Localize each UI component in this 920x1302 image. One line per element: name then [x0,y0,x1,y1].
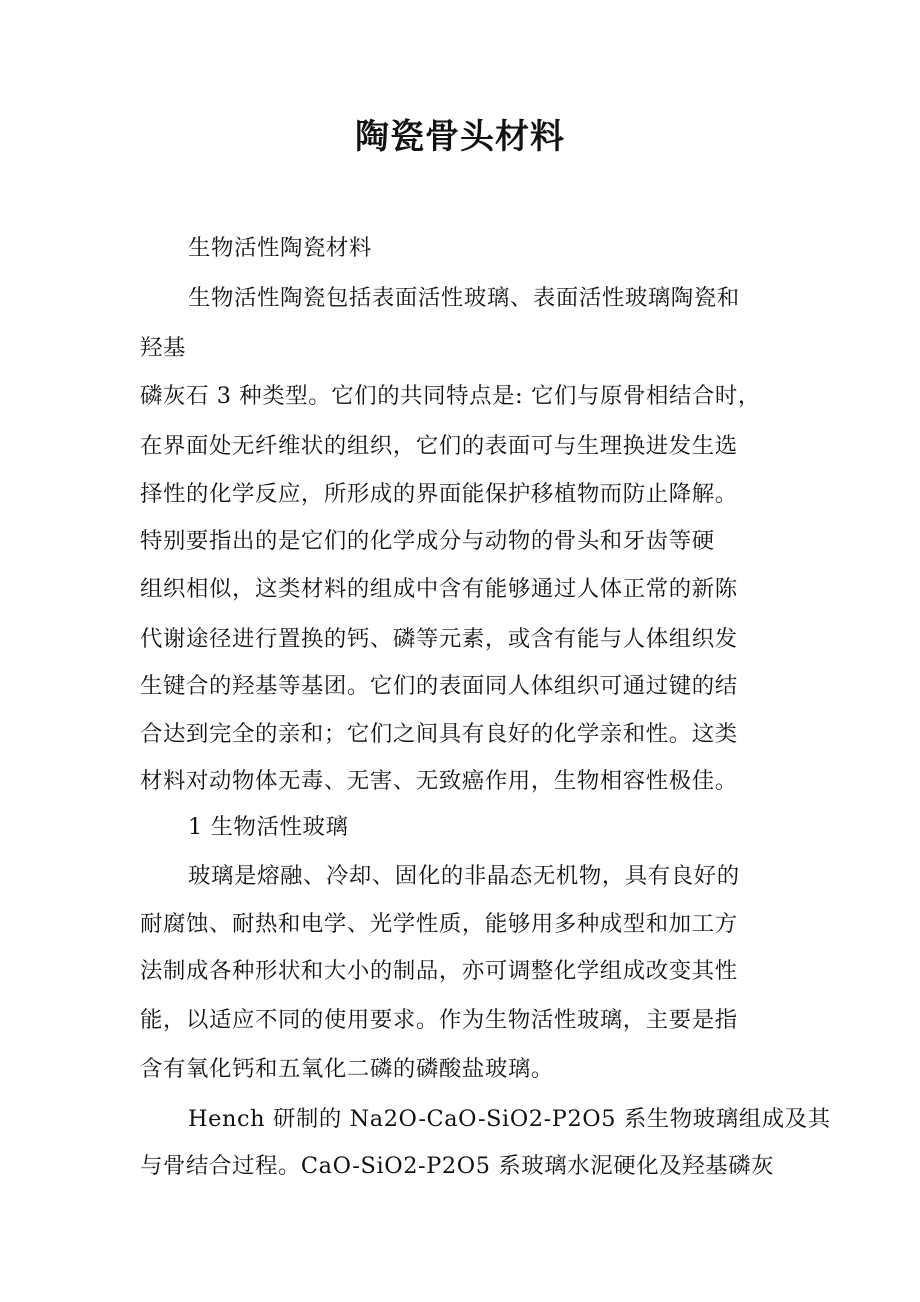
section-heading: 生物活性陶瓷材料 [188,235,372,261]
paragraph-line: 磷灰石 3 种类型。它们的共同特点是: 它们与原骨相结合时， [140,383,761,409]
paragraph-line: 合达到完全的亲和；它们之间具有良好的化学亲和性。这类 [140,721,738,747]
paragraph-line: 组织相似，这类材料的组成中含有能够通过人体正常的新陈 [140,576,738,602]
paragraph-line: 能，以适应不同的使用要求。作为生物活性玻璃，主要是指 [140,1007,738,1033]
section-heading: 1 生物活性玻璃 [188,814,349,840]
paragraph-line: 特别要指出的是它们的化学成分与动物的骨头和牙齿等硬 [140,528,715,554]
paragraph-line: 代谢途径进行置换的钙、磷等元素，或含有能与人体组织发 [140,626,738,652]
document-title: 陶瓷骨头材料 [355,117,565,157]
paragraph-line: 耐腐蚀、耐热和电学、光学性质，能够用多种成型和加工方 [140,911,738,937]
paragraph-line: 生物活性陶瓷包括表面活性玻璃、表面活性玻璃陶瓷和 [188,285,740,311]
paragraph-line: 生键合的羟基等基团。它们的表面同人体组织可通过键的结 [140,673,738,699]
paragraph-line: 与骨结合过程。CaO-SiO2-P2O5 系玻璃水泥硬化及羟基磷灰 [140,1153,775,1179]
paragraph-line: 法制成各种形状和大小的制品，亦可调整化学组成改变其性 [140,958,738,984]
paragraph-line: 材料对动物体无毒、无害、无致癌作用，生物相容性极佳。 [140,768,738,794]
paragraph-line: 含有氧化钙和五氧化二磷的磷酸盐玻璃。 [140,1056,554,1082]
paragraph-line: 在界面处无纤维状的组织，它们的表面可与生理换进发生选 [140,433,738,459]
paragraph-line: Hench 研制的 Na2O-CaO-SiO2-P2O5 系生物玻璃组成及其 [188,1106,831,1132]
paragraph-line: 玻璃是熔融、冷却、固化的非晶态无机物，具有良好的 [188,863,740,889]
paragraph-line: 择性的化学反应，所形成的界面能保护移植物而防止降解。 [140,481,738,507]
paragraph-line: 羟基 [140,335,186,361]
